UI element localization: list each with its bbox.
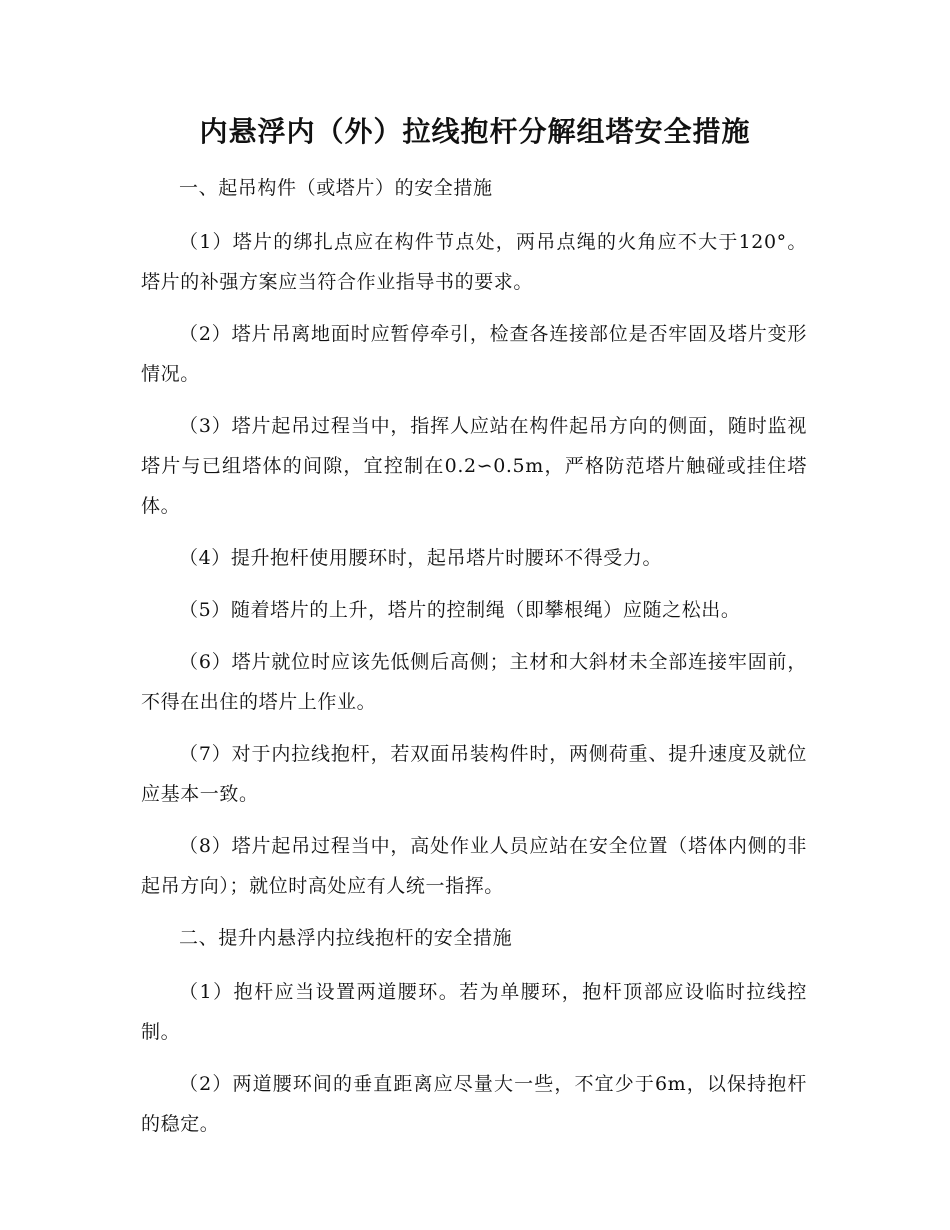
section-heading-1: 一、起吊构件（或塔片）的安全措施 xyxy=(179,177,493,199)
paragraph: （7）对于内拉线抱杆，若双面吊装构件时，两侧荷重、提升速度及就位应基本一致。 xyxy=(141,743,807,805)
document-body xyxy=(141,168,807,1156)
paragraph: （3）塔片起吊过程当中，指挥人应站在构件起吊方向的侧面，随时监视塔片与已组塔体的间隙，宜控制在0.2∽0.5m，严格防范塔片触碰或挂住塔体。 xyxy=(141,415,807,517)
paragraph: （2）塔片吊离地面时应暂停牵引，检查各连接部位是否牢固及塔片变形情况。 xyxy=(141,323,807,385)
paragraph: （6）塔片就位时应该先低侧后高侧；主材和大斜材未全部连接牢固前，不得在出住的塔片上作业。 xyxy=(141,651,807,713)
document-title: 内悬浮内（外）拉线抱杆分解组塔安全措施 xyxy=(199,115,751,148)
paragraph: （5）随着塔片的上升，塔片的控制绳（即攀根绳）应随之松出。 xyxy=(179,599,741,621)
paragraph: （1）塔片的绑扎点应在构件节点处，两吊点绳的火角应不大于120°。塔片的补强方案应当符合作业指导书的要求。 xyxy=(141,231,807,293)
paragraph: （1）抱杆应当设置两道腰环。若为单腰环，抱杆顶部应设临时拉线控制。 xyxy=(141,981,807,1043)
section-heading-2: 二、提升内悬浮内拉线抱杆的安全措施 xyxy=(179,927,513,949)
paragraph: （2）两道腰环间的垂直距离应尽量大一些，不宜少于6m，以保持抱杆的稳定。 xyxy=(141,1073,807,1135)
paragraph: （4）提升抱杆使用腰环时，起吊塔片时腰环不得受力。 xyxy=(179,547,663,569)
paragraph: （8）塔片起吊过程当中，高处作业人员应站在安全位置（塔体内侧的非起吊方向）；就位时高处应有人统一指挥。 xyxy=(141,835,807,897)
